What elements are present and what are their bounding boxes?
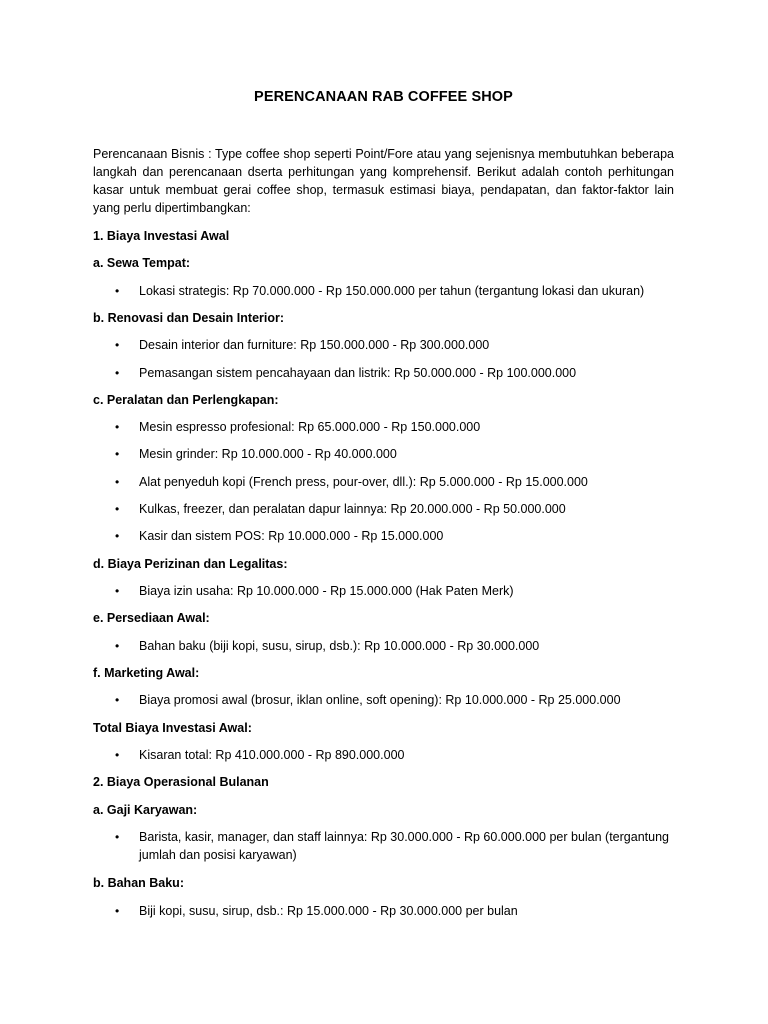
bullet-icon: • bbox=[115, 748, 120, 762]
list-item bbox=[93, 746, 674, 764]
list-item bbox=[93, 902, 674, 920]
section-2a-heading: a. Gaji Karyawan: bbox=[93, 803, 198, 817]
list-item-text: Kulkas, freezer, dan peralatan dapur lainnya: Rp 20.000.000 - Rp 50.000.000 bbox=[139, 502, 566, 516]
list-item bbox=[93, 445, 674, 463]
section-1b-heading: b. Renovasi dan Desain Interior: bbox=[93, 311, 285, 325]
section-1f-heading: f. Marketing Awal: bbox=[93, 666, 200, 680]
list-item bbox=[93, 691, 674, 709]
bullet-icon: • bbox=[115, 366, 120, 380]
list-item-text: Biaya promosi awal (brosur, iklan online, soft opening): Rp 10.000.000 - Rp 25.000.000 bbox=[139, 693, 621, 707]
list-item-text: Kasir dan sistem POS: Rp 10.000.000 - Rp 15.000.000 bbox=[139, 529, 444, 543]
bullet-icon: • bbox=[115, 693, 120, 707]
list-item bbox=[93, 473, 674, 491]
list-item bbox=[93, 527, 674, 545]
list-item-text: Biji kopi, susu, sirup, dsb.: Rp 15.000.000 - Rp 30.000.000 per bulan bbox=[139, 904, 518, 918]
list-item-text: Biaya izin usaha: Rp 10.000.000 - Rp 15.000.000 (Hak Paten Merk) bbox=[139, 584, 514, 598]
list-item bbox=[93, 336, 674, 354]
list-item bbox=[93, 418, 674, 436]
list-item-text: Alat penyeduh kopi (French press, pour-over, dll.): Rp 5.000.000 - Rp 15.000.000 bbox=[139, 475, 588, 489]
bullet-icon: • bbox=[115, 338, 120, 352]
section-2b-heading: b. Bahan Baku: bbox=[93, 876, 184, 890]
bullet-icon: • bbox=[115, 284, 120, 298]
list-item-text: Desain interior dan furniture: Rp 150.000.000 - Rp 300.000.000 bbox=[139, 338, 490, 352]
bullet-icon: • bbox=[115, 904, 120, 918]
list-item-text: Kisaran total: Rp 410.000.000 - Rp 890.000.000 bbox=[139, 748, 405, 762]
list-item bbox=[93, 364, 674, 382]
intro-paragraph: Perencanaan Bisnis : Type coffee shop seperti Point/Fore atau yang sejenisnya membutuhkan beberapa langkah dan perencanaan dserta perhitungan yang komprehensif. Berikut adalah contoh perhitungan kasar untuk membuat gerai coffee shop, termasuk estimasi biaya, pendapatan, dan faktor-faktor lain yang perlu dipertimbangkan: bbox=[93, 147, 674, 215]
bullet-icon: • bbox=[115, 447, 120, 461]
list-item-text: Pemasangan sistem pencahayaan dan listrik: Rp 50.000.000 - Rp 100.000.000 bbox=[139, 366, 577, 380]
bullet-icon: • bbox=[115, 475, 120, 489]
bullet-icon: • bbox=[115, 830, 120, 844]
list-item bbox=[93, 637, 674, 655]
section-1e-heading: e. Persediaan Awal: bbox=[93, 611, 210, 625]
section-1c-heading: c. Peralatan dan Perlengkapan: bbox=[93, 393, 279, 407]
list-item-text: Mesin grinder: Rp 10.000.000 - Rp 40.000.000 bbox=[139, 447, 397, 461]
list-item bbox=[93, 828, 674, 864]
section-1a-heading: a. Sewa Tempat: bbox=[93, 256, 191, 270]
document-title: PERENCANAAN RAB COFFEE SHOP bbox=[254, 89, 513, 105]
list-item-text: Barista, kasir, manager, dan staff lainnya: Rp 30.000.000 - Rp 60.000.000 per bulan (tergantung jumlah dan posisi karyawan) bbox=[139, 830, 669, 862]
list-item bbox=[93, 282, 674, 300]
section-1-heading: 1. Biaya Investasi Awal bbox=[93, 229, 230, 243]
bullet-icon: • bbox=[115, 639, 120, 653]
document-page bbox=[93, 0, 674, 1024]
bullet-icon: • bbox=[115, 420, 120, 434]
bullet-icon: • bbox=[115, 502, 120, 516]
list-item bbox=[93, 500, 674, 518]
list-item bbox=[93, 582, 674, 600]
bullet-icon: • bbox=[115, 529, 120, 543]
section-2-heading: 2. Biaya Operasional Bulanan bbox=[93, 775, 269, 789]
list-item-text: Bahan baku (biji kopi, susu, sirup, dsb.): Rp 10.000.000 - Rp 30.000.000 bbox=[139, 639, 540, 653]
bullet-icon: • bbox=[115, 584, 120, 598]
list-item-text: Mesin espresso profesional: Rp 65.000.000 - Rp 150.000.000 bbox=[139, 420, 481, 434]
section-1d-heading: d. Biaya Perizinan dan Legalitas: bbox=[93, 557, 288, 571]
list-item-text: Lokasi strategis: Rp 70.000.000 - Rp 150.000.000 per tahun (tergantung lokasi dan ukuran) bbox=[139, 284, 645, 298]
total-heading: Total Biaya Investasi Awal: bbox=[93, 721, 252, 735]
